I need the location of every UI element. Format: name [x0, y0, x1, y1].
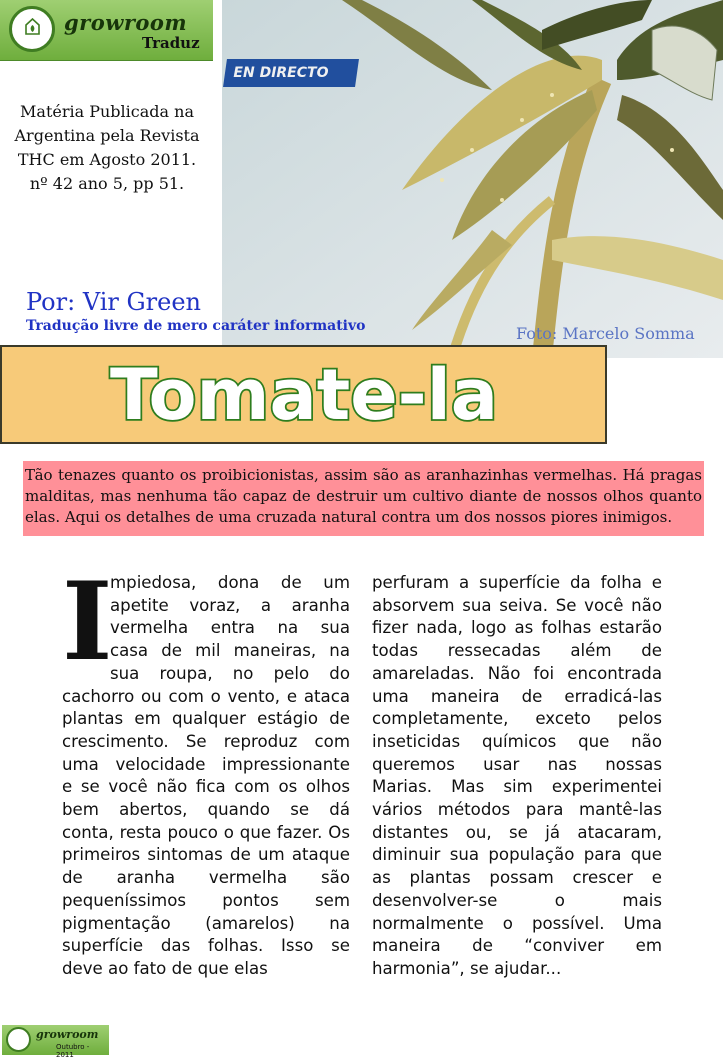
article-title: Tomate-la: [110, 354, 498, 436]
body-line: amareladas. Não foi encontrada: [372, 663, 662, 683]
live-tag-text: EN DIRECTO: [233, 65, 329, 81]
body-line: uma maneira de erradicá-las: [372, 686, 662, 706]
body-line: apetite voraz, a aranha: [110, 595, 350, 615]
publication-note: Matéria Publicada na Argentina pela Revista THC em Agosto 2011. nº 42 ano 5, pp 51.: [14, 102, 200, 193]
body-line: as plantas possam crescer e: [372, 868, 662, 888]
body-line: pigmentação (amarelos) na: [62, 913, 350, 933]
body-line: desenvolver-se o mais: [372, 890, 662, 910]
home-leaf-icon: [9, 6, 55, 52]
body-line: sua roupa, no pelo do: [110, 663, 350, 683]
body-line: harmonia”, se ajudar...: [372, 958, 562, 978]
body-line: primeiros sintomas de um ataque: [62, 845, 350, 865]
body-line: deve ao fato de que elas: [62, 958, 268, 978]
body-line: conta, resta pouco o que fazer. Os: [62, 822, 350, 842]
body-line: distantes ou, se já atacaram,: [372, 822, 662, 842]
footer-date: Outubro - 2011: [56, 1043, 90, 1059]
live-tag: [223, 59, 359, 87]
body-line: uma velocidade impressionante: [62, 754, 350, 774]
body-line: mpiedosa, dona de um: [110, 573, 350, 592]
plant-photo: [222, 0, 723, 358]
translation-note: Tradução livre de mero caráter informativo: [26, 318, 366, 334]
body-line: vermelha entra na sua: [110, 618, 350, 638]
title-banner: [0, 345, 607, 444]
home-leaf-icon: [6, 1027, 31, 1052]
body-line: de aranha vermelha são: [62, 868, 350, 888]
body-line: normalmente o possível. Uma: [372, 913, 662, 933]
body-line: e se você não fica com os olhos: [62, 777, 350, 797]
body-line: maneira de “conviver em: [372, 936, 662, 956]
body-line: vários métodos para mantê-las: [372, 800, 662, 820]
title-graphic: [2, 347, 609, 446]
growroom-logo: [0, 0, 213, 61]
body-column-left: [62, 559, 350, 981]
footer-brand: growroom: [36, 1028, 99, 1041]
body-line: fizer nada, logo as folhas estarão: [372, 618, 662, 638]
body-line: queremos usar nas nossas: [372, 754, 662, 774]
lead-paragraph: Tão tenazes quanto os proibicionistas, assim são as aranhazinhas vermelhas. Há pragas malditas, mas nenhuma tão capaz de destruir um cultivo diante de nossos olhos quanto elas. Aqui os detalhes de uma cruzada natural contra um dos nossos piores inimigos.: [23, 461, 704, 536]
body-line: casa de mil maneiras, na: [110, 641, 350, 661]
body-line: absorvem sua seiva. Se você não: [372, 595, 662, 615]
body-line: inseticidas químicos que não: [372, 731, 662, 751]
body-line: Marias. Mas sim experimentei: [372, 777, 662, 797]
body-column-right: [372, 572, 662, 981]
body-line: todas ressecadas além de: [372, 641, 662, 661]
logo-subtitle: Traduz: [142, 34, 200, 52]
body-line: plantas em qualquer estágio de: [62, 709, 350, 729]
body-line: cachorro ou com o vento, e ataca: [62, 686, 350, 706]
drop-cap: I: [62, 559, 113, 685]
author-byline: Por: Vir Green: [26, 288, 202, 316]
body-line: perfuram a superfície da folha e: [372, 573, 662, 592]
cannabis-leaf-illustration: [222, 0, 723, 358]
body-line: crescimento. Se reproduz com: [62, 731, 350, 751]
photo-credit: Foto: Marcelo Somma: [516, 324, 695, 343]
footer-logo: [2, 1025, 109, 1059]
logo-brand: growroom: [64, 10, 188, 35]
body-line: pequeníssimos pontos sem: [62, 890, 350, 910]
body-line: bem abertos, quando se dá: [62, 800, 350, 820]
body-line: diminuir sua população para que: [372, 845, 662, 865]
body-line: superfície das folhas. Isso se: [62, 936, 350, 956]
body-line: completamente, exceto pelos: [372, 709, 662, 729]
